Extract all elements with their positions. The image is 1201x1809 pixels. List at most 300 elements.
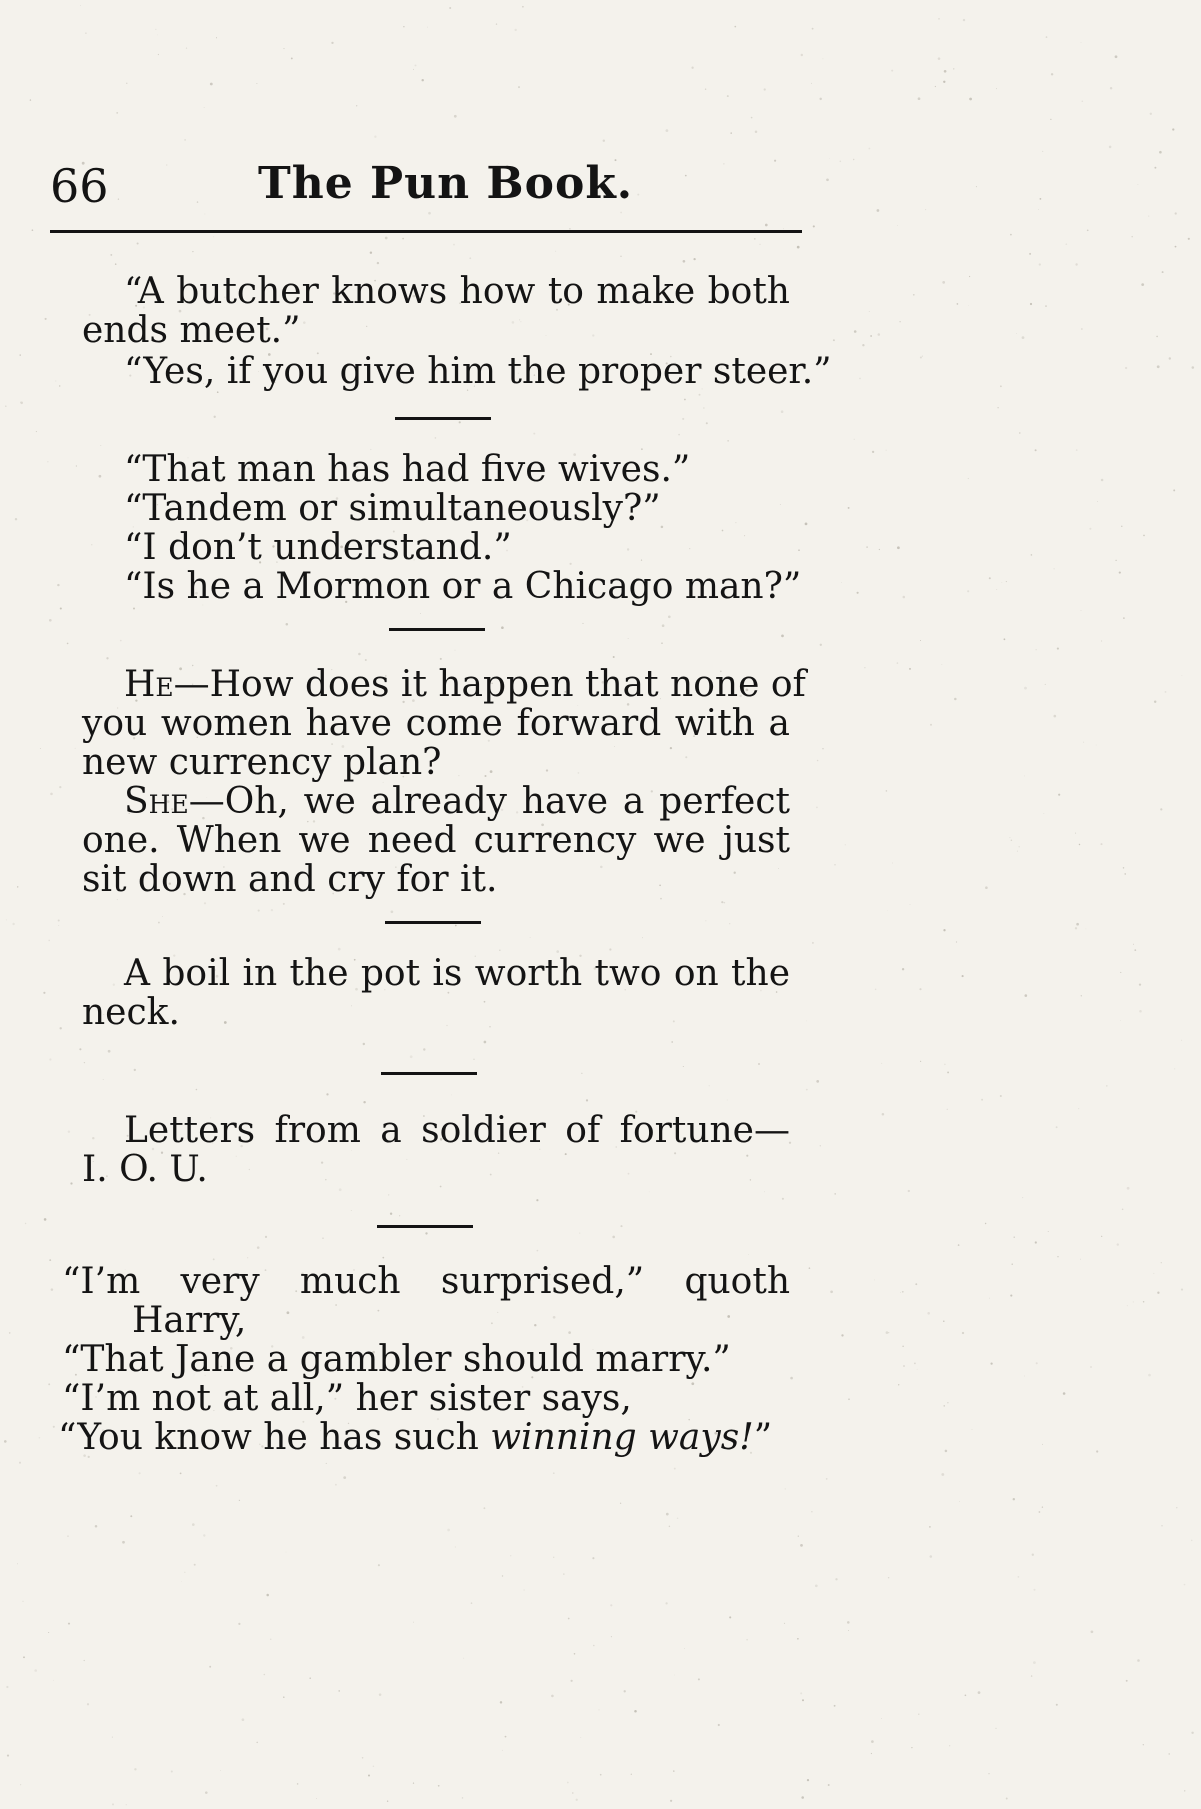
paper-speck (122, 1541, 125, 1544)
paper-speck (800, 1692, 802, 1694)
paper-speck (1089, 528, 1091, 530)
paper-speck (1009, 837, 1010, 838)
paper-speck (1126, 1680, 1128, 1682)
paper-speck (1046, 36, 1048, 38)
paper-speck (847, 1621, 850, 1624)
paper-speck (462, 1797, 464, 1799)
paper-speck (192, 1523, 195, 1526)
paper-speck (1076, 449, 1078, 451)
paper-speck (126, 83, 127, 84)
paper-speck (553, 1557, 554, 1558)
paper-speck (567, 1782, 569, 1784)
paper-speck (872, 451, 874, 453)
paper-speck (1006, 1798, 1008, 1800)
paper-speck (920, 640, 921, 641)
speaker-she: She (124, 781, 189, 822)
paper-speck (898, 1384, 899, 1385)
paper-speck (985, 886, 988, 889)
paper-speck (945, 1450, 948, 1453)
paper-speck (908, 1190, 910, 1192)
paper-speck (1057, 648, 1059, 650)
paper-speck (1173, 489, 1175, 491)
paper-speck (833, 339, 835, 341)
paper-speck (1025, 994, 1028, 997)
paper-speck (693, 258, 695, 260)
paper-speck (996, 589, 997, 590)
verse-line: “That Jane a gambler should marry.” (62, 1339, 731, 1380)
paper-speck (882, 1113, 885, 1116)
page-number: 66 (50, 159, 109, 213)
paper-speck (1086, 929, 1087, 930)
paper-speck (764, 88, 766, 90)
paper-speck (784, 1623, 785, 1624)
paper-speck (1096, 745, 1097, 746)
paper-speck (1141, 283, 1144, 286)
paper-speck (1000, 385, 1002, 387)
paper-speck (853, 159, 854, 160)
paper-speck (563, 1574, 564, 1575)
paper-speck (378, 1564, 380, 1566)
paper-speck (518, 86, 520, 88)
paper-speck (962, 1332, 964, 1334)
paper-speck (887, 910, 888, 911)
paper-speck (969, 98, 972, 101)
paper-speck (80, 5, 81, 6)
paper-speck (1191, 1732, 1193, 1734)
paper-speck (1169, 357, 1171, 359)
paper-speck (620, 1503, 621, 1504)
joke-boil (40, 954, 790, 1032)
paper-speck (5, 405, 7, 407)
paper-speck (1032, 1554, 1034, 1556)
paper-speck (415, 64, 417, 66)
paper-speck (829, 158, 830, 159)
paper-speck (574, 1653, 576, 1655)
paper-speck (19, 1462, 21, 1464)
paper-speck (20, 402, 23, 405)
paper-speck (897, 662, 899, 664)
paper-speck (968, 305, 969, 306)
paper-speck (1082, 101, 1084, 103)
paper-speck (976, 186, 977, 187)
section-divider (381, 1072, 477, 1075)
paper-speck (1091, 1630, 1094, 1633)
paper-speck (1039, 263, 1041, 265)
paper-speck (1181, 1289, 1183, 1291)
paper-speck (874, 1280, 875, 1281)
paper-speck (1031, 1675, 1032, 1676)
paper-speck (283, 48, 284, 49)
text-line: “I don’t understand.” (124, 527, 512, 568)
verse-line: Harry, (132, 1300, 247, 1341)
paper-speck (1058, 794, 1060, 796)
paper-speck (917, 1369, 918, 1370)
paper-speck (892, 863, 893, 864)
paper-speck (1161, 1262, 1162, 1263)
paper-speck (857, 592, 859, 594)
paper-speck (171, 1770, 173, 1772)
paper-speck (812, 942, 814, 944)
paper-speck (580, 1737, 581, 1738)
paper-speck (6, 920, 7, 921)
paper-speck (500, 1701, 502, 1703)
paper-speck (157, 35, 158, 36)
paper-speck (362, 1757, 364, 1759)
paper-speck (1000, 1095, 1002, 1097)
paper-speck (806, 1089, 808, 1091)
verse-italic-text: winning ways! (490, 1417, 754, 1458)
paper-speck (674, 1675, 675, 1676)
paper-speck (969, 276, 970, 277)
paper-speck (1097, 501, 1098, 502)
paper-speck (854, 330, 857, 333)
paper-speck (1120, 1020, 1121, 1021)
paper-speck (1039, 1511, 1041, 1513)
paper-speck (36, 431, 37, 432)
paper-speck (938, 18, 939, 19)
paper-speck (1033, 1589, 1035, 1591)
paper-speck (297, 1783, 299, 1785)
paper-speck (1018, 1576, 1020, 1578)
paper-speck (822, 748, 823, 749)
paper-speck (454, 115, 457, 118)
paper-speck (879, 549, 880, 550)
paper-speck (7, 1755, 9, 1757)
paper-speck (158, 54, 159, 55)
paper-speck (15, 518, 17, 520)
paper-speck (180, 1473, 182, 1475)
paper-speck (790, 1377, 793, 1380)
paper-speck (1014, 1237, 1015, 1238)
paper-speck (316, 1798, 317, 1799)
paper-speck (1101, 479, 1104, 482)
paper-speck (909, 668, 911, 670)
paper-speck (674, 1468, 676, 1470)
paper-speck (902, 1346, 903, 1347)
paper-speck (1109, 146, 1112, 149)
paper-speck (283, 1696, 285, 1698)
paper-speck (1076, 923, 1079, 926)
paper-speck (1191, 1540, 1193, 1542)
paper-speck (958, 1244, 960, 1246)
text-line: “Tandem or simultaneously?” (124, 488, 661, 529)
paper-speck (1181, 1040, 1182, 1041)
paper-speck (1174, 1068, 1175, 1069)
joke-soldier-of-fortune (40, 1111, 790, 1189)
paper-speck (403, 26, 404, 27)
paper-speck (239, 1500, 240, 1501)
paper-speck (1154, 1273, 1155, 1274)
paper-speck (84, 1660, 85, 1661)
paper-speck (1160, 808, 1162, 810)
paper-speck (888, 1577, 889, 1578)
paper-speck (576, 1799, 578, 1801)
paper-speck (834, 1705, 836, 1707)
paper-speck (881, 1063, 882, 1064)
paper-speck (20, 1784, 21, 1785)
paper-speck (1024, 776, 1025, 777)
paper-speck (800, 1544, 803, 1547)
paper-speck (918, 1713, 919, 1714)
paper-speck (1054, 715, 1057, 718)
paper-speck (555, 251, 556, 252)
paper-speck (913, 294, 915, 296)
paper-speck (1081, 328, 1082, 329)
paper-speck (816, 1080, 819, 1083)
paper-speck (819, 98, 821, 100)
paper-speck (881, 1718, 882, 1719)
paper-speck (886, 790, 888, 792)
paper-speck (1022, 336, 1025, 339)
paper-speck (1090, 1366, 1092, 1368)
paper-speck (1188, 238, 1190, 240)
speaker-he: He (124, 664, 174, 705)
paper-speck (23, 1656, 25, 1658)
paper-speck (943, 1320, 944, 1321)
paper-speck (291, 57, 293, 59)
paper-speck (886, 1331, 889, 1334)
paper-speck (666, 1513, 669, 1516)
paper-speck (968, 478, 969, 479)
paper-speck (1081, 995, 1082, 996)
paper-speck (807, 1779, 809, 1781)
paper-speck (785, 1488, 786, 1489)
paper-speck (820, 1145, 821, 1146)
paper-speck (22, 1601, 23, 1602)
paper-speck (914, 1363, 916, 1365)
paper-speck (256, 83, 257, 84)
paper-speck (1148, 216, 1149, 217)
paper-speck (1154, 167, 1156, 169)
paper-speck (1080, 1259, 1081, 1260)
paper-speck (811, 1511, 812, 1512)
paper-speck (816, 807, 818, 809)
paper-speck (1143, 535, 1145, 537)
paper-speck (155, 29, 156, 30)
paper-speck (878, 333, 881, 336)
text-line: A boil in the pot is worth two on the (124, 953, 790, 994)
paper-speck (1083, 742, 1084, 743)
joke-currency-plan (40, 664, 806, 900)
paper-speck (502, 1575, 503, 1576)
paper-speck (68, 1623, 70, 1625)
paper-speck (915, 1283, 917, 1285)
paper-speck (798, 549, 800, 551)
paper-speck (1075, 263, 1077, 265)
paper-speck (902, 1291, 904, 1293)
paper-speck (841, 1334, 843, 1336)
paper-speck (1004, 638, 1006, 640)
paper-speck (1011, 839, 1013, 841)
paper-speck (449, 7, 451, 9)
paper-speck (944, 70, 947, 73)
paper-speck (620, 256, 621, 257)
paper-speck (502, 1750, 503, 1751)
paper-speck (673, 1770, 674, 1771)
paper-speck (941, 1473, 944, 1476)
paper-speck (551, 1695, 554, 1698)
text-line: “That man has had five wives.” (124, 449, 691, 490)
paper-speck (1044, 813, 1045, 814)
paper-speck (194, 1564, 196, 1566)
paper-speck (1156, 336, 1158, 338)
paper-speck (978, 1691, 981, 1694)
paper-speck (483, 1507, 485, 1509)
paper-speck (592, 1557, 594, 1559)
section-divider (395, 417, 491, 420)
paper-speck (929, 1526, 931, 1528)
paper-speck (1101, 640, 1102, 641)
running-title: The Pun Book. (258, 158, 634, 209)
paper-speck (822, 58, 823, 59)
paper-speck (455, 1547, 456, 1548)
paper-speck (1036, 649, 1037, 650)
paper-speck (877, 209, 880, 212)
paper-speck (1002, 582, 1003, 583)
paper-speck (802, 1699, 804, 1701)
paper-speck (438, 1785, 440, 1787)
paper-speck (116, 112, 118, 114)
paper-speck (1081, 42, 1082, 43)
paper-speck (919, 988, 921, 990)
paper-speck (826, 178, 829, 181)
paper-speck (944, 1405, 945, 1406)
paper-speck (930, 1555, 933, 1558)
paper-speck (571, 1680, 573, 1682)
section-divider (385, 921, 481, 924)
section-divider (377, 1225, 473, 1228)
paper-speck (1168, 1753, 1169, 1754)
paper-speck (1184, 1584, 1186, 1586)
paper-speck (216, 37, 217, 38)
paper-speck (1154, 701, 1156, 703)
paper-speck (1117, 1243, 1119, 1245)
paper-speck (1131, 236, 1133, 238)
paper-speck (957, 303, 959, 305)
paper-speck (1157, 1292, 1159, 1294)
paper-speck (1065, 243, 1067, 245)
paper-speck (1038, 209, 1039, 210)
paper-speck (1127, 1187, 1130, 1190)
text-line: one. When we need currency we just (82, 820, 790, 861)
paper-speck (956, 941, 957, 942)
paper-speck (1012, 1264, 1013, 1265)
paper-speck (1100, 843, 1102, 845)
paper-speck (53, 1680, 54, 1681)
paper-speck (963, 19, 965, 21)
paper-speck (897, 225, 898, 226)
paper-speck (920, 356, 922, 358)
paper-speck (1051, 73, 1053, 75)
paper-speck (972, 1429, 973, 1430)
paper-speck (87, 1703, 89, 1705)
paper-speck (899, 321, 900, 322)
paper-speck (751, 117, 753, 119)
paper-speck (309, 1677, 310, 1678)
paper-speck (186, 47, 187, 48)
paper-speck (886, 450, 887, 451)
paper-speck (875, 989, 877, 991)
paper-speck (1138, 184, 1139, 185)
paper-speck (631, 1774, 632, 1775)
dialogue-text: —Oh, we already have a perfect (188, 781, 790, 822)
paper-speck (17, 886, 18, 887)
text-line: you women have come forward with a (82, 703, 790, 744)
joke-butcher (40, 271, 832, 392)
paper-speck (181, 1581, 182, 1582)
paper-speck (1159, 151, 1162, 154)
paper-speck (730, 132, 731, 133)
paper-speck (421, 79, 423, 81)
paper-speck (797, 1638, 799, 1640)
paper-speck (871, 1740, 874, 1743)
paper-speck (809, 1267, 811, 1269)
paper-speck (1115, 560, 1116, 561)
paper-speck (1161, 1525, 1162, 1526)
paper-speck (205, 1791, 208, 1794)
paper-speck (1024, 687, 1027, 690)
paper-speck (967, 590, 969, 592)
text-line: new currency plan? (82, 742, 442, 783)
paper-speck (1050, 119, 1051, 120)
text-line (40, 782, 790, 821)
paper-speck (698, 1678, 700, 1680)
text-line: sit down and cry for it. (82, 859, 498, 900)
paper-speck (603, 139, 605, 141)
paper-speck (820, 644, 822, 646)
paper-speck (1192, 366, 1195, 369)
paper-speck (943, 81, 945, 83)
paper-speck (463, 1658, 464, 1659)
paper-speck (1127, 1305, 1128, 1306)
paper-speck (841, 582, 842, 583)
paper-speck (1143, 1744, 1144, 1745)
verse-winning-ways (40, 1262, 790, 1457)
paper-speck (6, 1686, 8, 1688)
paper-speck (471, 1602, 473, 1604)
paper-speck (1175, 212, 1177, 214)
dialogue-text: —How does it happen that none of (173, 664, 806, 705)
paper-speck (1042, 1506, 1043, 1507)
paper-speck (238, 1623, 240, 1625)
paper-speck (677, 1517, 679, 1519)
paper-speck (981, 1099, 983, 1101)
paper-speck (1075, 833, 1076, 834)
paper-speck (192, 251, 193, 252)
paper-speck (12, 923, 14, 925)
paper-speck (759, 244, 760, 245)
paper-speck (1087, 229, 1089, 231)
paper-speck (331, 42, 333, 44)
paper-speck (888, 1332, 889, 1333)
paper-speck (805, 523, 808, 526)
paper-speck (1139, 983, 1141, 985)
text-line: “A butcher knows how to make both (124, 271, 790, 312)
paper-speck (343, 1476, 346, 1479)
paper-speck (897, 546, 900, 549)
paper-speck (845, 844, 846, 845)
paper-speck (216, 1485, 218, 1487)
paper-speck (510, 1555, 511, 1556)
paper-speck (1080, 610, 1081, 611)
paper-speck (918, 97, 921, 100)
verse-text: ” (753, 1417, 773, 1458)
paper-speck (1123, 617, 1125, 619)
paper-speck (996, 88, 997, 89)
paper-speck (1035, 449, 1037, 451)
paper-speck (9, 1332, 11, 1334)
paper-speck (1056, 1126, 1058, 1128)
